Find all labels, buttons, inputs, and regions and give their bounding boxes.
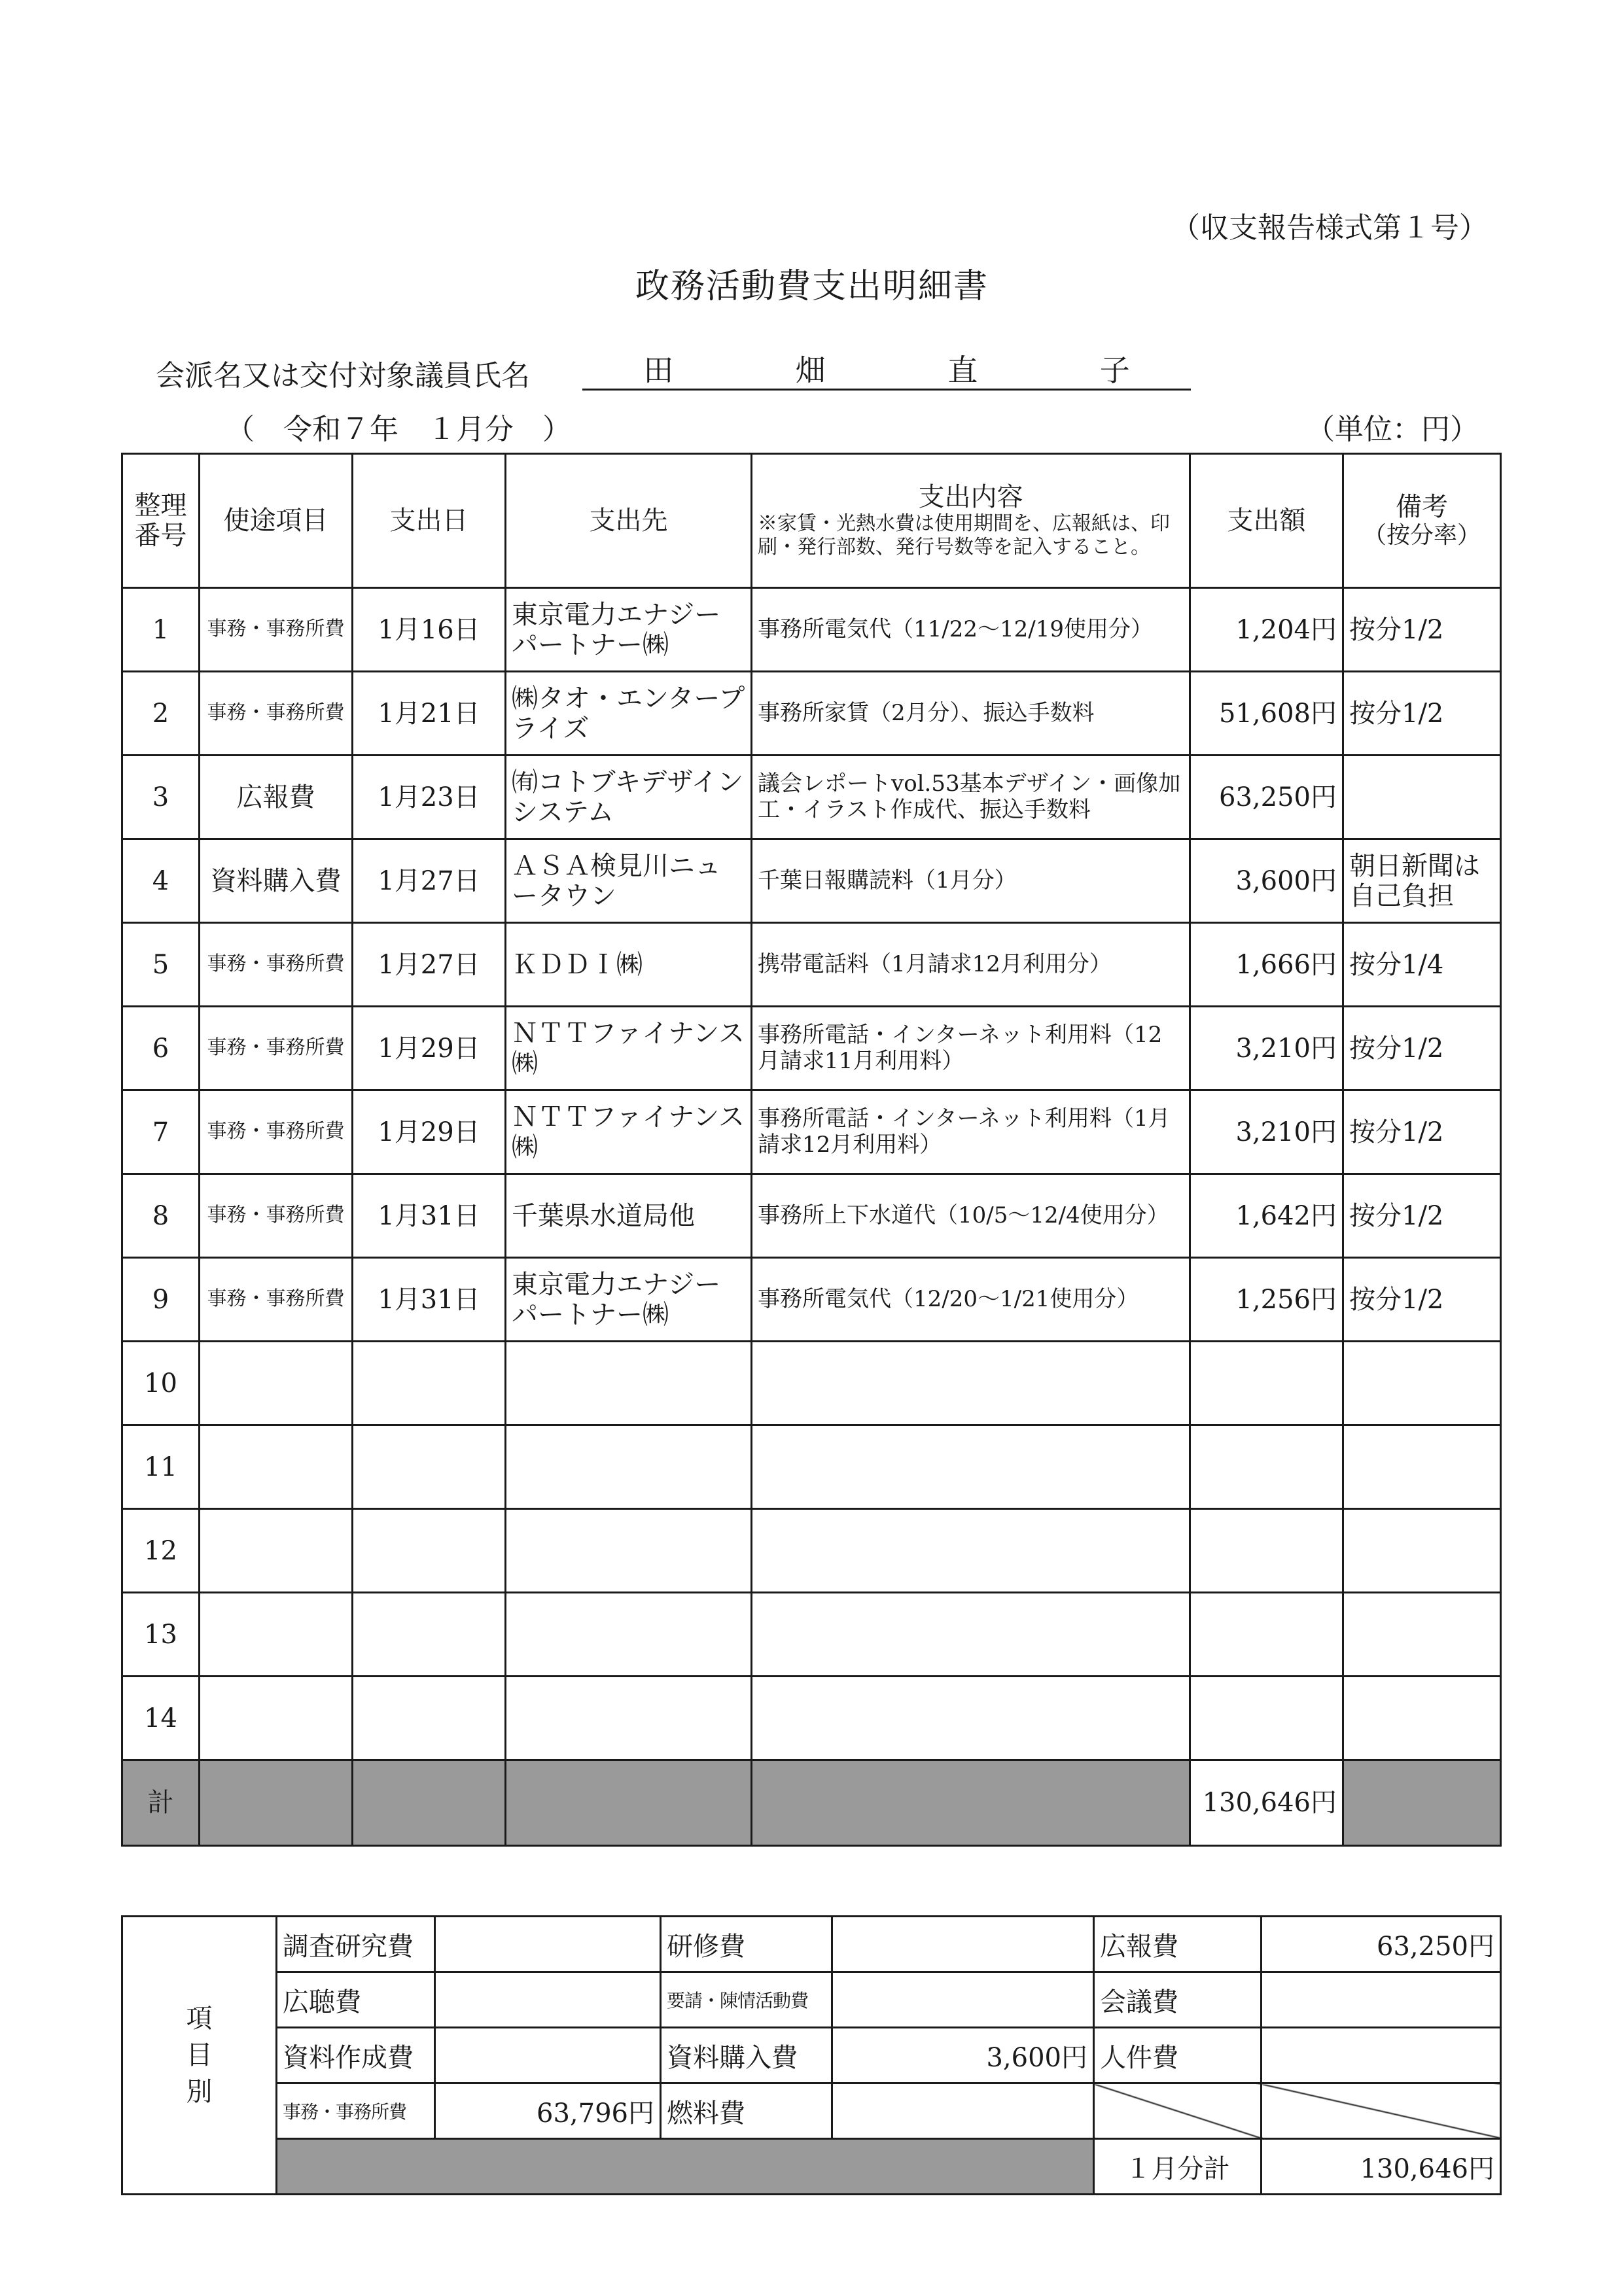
member-name-char: 畑 xyxy=(795,353,826,388)
cell-no: 7 xyxy=(122,1090,200,1174)
cell-category: 事務・事務所費 xyxy=(200,1174,353,1258)
cell-no: 3 xyxy=(122,756,200,839)
summary-petition-value xyxy=(832,1972,1094,2028)
cell-payee xyxy=(506,1342,752,1425)
cell-date xyxy=(353,1342,506,1425)
cell-payee xyxy=(506,1593,752,1677)
cell-date: 1月27日 xyxy=(353,923,506,1007)
summary-side-label xyxy=(122,1917,277,2195)
cell-amount: 3,210円 xyxy=(1190,1007,1343,1090)
cell-no: 10 xyxy=(122,1342,200,1425)
cell-date xyxy=(353,1677,506,1760)
cell-no: 4 xyxy=(122,839,200,923)
cell-remarks: 按分1/2 xyxy=(1343,1174,1501,1258)
cell-amount xyxy=(1190,1509,1343,1593)
cell-remarks xyxy=(1343,1342,1501,1425)
cell-payee: ㈱タオ・エンタープライズ xyxy=(506,672,752,756)
side-label-char: 目 xyxy=(186,2040,213,2070)
cell-remarks xyxy=(1343,1425,1501,1509)
summary-pr-value: 63,250円 xyxy=(1262,1917,1501,1972)
table-row xyxy=(122,1342,1501,1425)
cell-amount: 1,666円 xyxy=(1190,923,1343,1007)
table-row xyxy=(122,1425,1501,1509)
table-row xyxy=(122,1174,1501,1258)
cell-remarks xyxy=(1343,756,1501,839)
summary-meeting-label: 会議費 xyxy=(1094,1972,1262,2028)
cell-remarks xyxy=(1343,1593,1501,1677)
cell-amount: 1,642円 xyxy=(1190,1174,1343,1258)
summary-shaded-area xyxy=(277,2139,1094,2195)
cell-category: 広報費 xyxy=(200,756,353,839)
cell-amount: 3,210円 xyxy=(1190,1090,1343,1174)
cell-payee xyxy=(506,1677,752,1760)
table-row xyxy=(122,756,1501,839)
cell-content xyxy=(752,1509,1190,1593)
total-blank xyxy=(752,1760,1190,1846)
cell-category: 事務・事務所費 xyxy=(200,1258,353,1342)
cell-payee xyxy=(506,1509,752,1593)
cell-amount xyxy=(1190,1342,1343,1425)
cell-content: 千葉日報購読料（1月分） xyxy=(752,839,1190,923)
cell-payee xyxy=(506,1425,752,1509)
cell-no: 11 xyxy=(122,1425,200,1509)
cell-payee: ＫＤＤＩ㈱ xyxy=(506,923,752,1007)
cell-no: 1 xyxy=(122,588,200,672)
total-blank xyxy=(506,1760,752,1846)
cell-payee: ＮＴＴファイナンス㈱ xyxy=(506,1007,752,1090)
period-open: （ xyxy=(226,413,255,446)
cell-date: 1月27日 xyxy=(353,839,506,923)
cell-category: 事務・事務所費 xyxy=(200,672,353,756)
total-blank xyxy=(200,1760,353,1846)
summary-fuel-label: 燃料費 xyxy=(661,2083,832,2139)
summary-total-row xyxy=(122,2139,1501,2195)
summary-row xyxy=(122,2028,1501,2083)
total-label: 計 xyxy=(122,1760,200,1846)
cell-category: 事務・事務所費 xyxy=(200,1007,353,1090)
table-row xyxy=(122,1677,1501,1760)
cell-remarks: 按分1/2 xyxy=(1343,672,1501,756)
header-remarks-title: 備考 xyxy=(1396,492,1448,523)
summary-hearing-value xyxy=(435,1972,661,2028)
cell-category xyxy=(200,1593,353,1677)
cell-category: 資料購入費 xyxy=(200,839,353,923)
cell-amount: 3,600円 xyxy=(1190,839,1343,923)
member-label: 会派名又は交付対象議員氏名 xyxy=(156,359,530,392)
cell-payee: 東京電力エナジーパートナー㈱ xyxy=(506,588,752,672)
cell-content: 事務所電話・インターネット利用料（12月請求11月利用料） xyxy=(752,1007,1190,1090)
summary-month-total-value: 130,646円 xyxy=(1262,2139,1501,2195)
side-label-char: 別 xyxy=(186,2077,213,2107)
summary-row xyxy=(122,2083,1501,2139)
summary-personnel-label: 人件費 xyxy=(1094,2028,1262,2083)
summary-diagonal-cell xyxy=(1262,2083,1501,2139)
cell-no: 6 xyxy=(122,1007,200,1090)
summary-training-label: 研修費 xyxy=(661,1917,832,1972)
header-content xyxy=(752,454,1190,588)
total-blank xyxy=(353,1760,506,1846)
cell-amount xyxy=(1190,1425,1343,1509)
cell-amount: 63,250円 xyxy=(1190,756,1343,839)
cell-no: 12 xyxy=(122,1509,200,1593)
period-label xyxy=(226,406,571,447)
cell-date: 1月31日 xyxy=(353,1258,506,1342)
cell-content xyxy=(752,1342,1190,1425)
cell-remarks xyxy=(1343,1509,1501,1593)
member-name-char: 直 xyxy=(947,353,978,388)
category-summary-table xyxy=(121,1915,1502,2195)
summary-fuel-value xyxy=(832,2083,1094,2139)
cell-no: 9 xyxy=(122,1258,200,1342)
total-amount: 130,646円 xyxy=(1190,1760,1343,1846)
cell-content: 事務所電気代（11/22～12/19使用分） xyxy=(752,588,1190,672)
cell-payee: 東京電力エナジーパートナー㈱ xyxy=(506,1258,752,1342)
unit-label: （単位：円） xyxy=(1306,413,1479,446)
cell-amount: 1,256円 xyxy=(1190,1258,1343,1342)
summary-research-value xyxy=(435,1917,661,1972)
cell-date xyxy=(353,1593,506,1677)
header-content-title: 支出内容 xyxy=(918,482,1023,512)
header-remarks-sub: （按分率） xyxy=(1362,522,1481,549)
cell-no: 2 xyxy=(122,672,200,756)
cell-remarks: 按分1/2 xyxy=(1343,1258,1501,1342)
period-text: 令和７年 １月分 xyxy=(283,413,514,446)
cell-category: 事務・事務所費 xyxy=(200,923,353,1007)
cell-amount: 51,608円 xyxy=(1190,672,1343,756)
table-row xyxy=(122,923,1501,1007)
cell-category xyxy=(200,1425,353,1509)
cell-content: 事務所上下水道代（10/5～12/4使用分） xyxy=(752,1174,1190,1258)
cell-date: 1月31日 xyxy=(353,1174,506,1258)
expense-table xyxy=(121,453,1502,1847)
summary-petition-label: 要請・陳情活動費 xyxy=(661,1972,832,2028)
summary-row xyxy=(122,1917,1501,1972)
cell-remarks: 按分1/2 xyxy=(1343,1007,1501,1090)
cell-remarks xyxy=(1343,1677,1501,1760)
header-remarks xyxy=(1343,454,1501,588)
table-row xyxy=(122,672,1501,756)
cell-payee: 千葉県水道局他 xyxy=(506,1174,752,1258)
form-number-label: （収支報告様式第１号） xyxy=(1171,211,1488,245)
cell-payee: ＡＳＡ検見川ニュータウン xyxy=(506,839,752,923)
cell-content: 携帯電話料（1月請求12月利用分） xyxy=(752,923,1190,1007)
cell-category xyxy=(200,1342,353,1425)
page-title: 政務活動費支出明細書 xyxy=(635,267,989,306)
total-blank xyxy=(1343,1760,1501,1846)
cell-remarks: 按分1/2 xyxy=(1343,588,1501,672)
member-name xyxy=(582,347,1191,391)
summary-office-label: 事務・事務所費 xyxy=(277,2083,435,2139)
cell-content: 議会レポートvol.53基本デザイン・画像加工・イラスト作成代、振込手数料 xyxy=(752,756,1190,839)
summary-training-value xyxy=(832,1917,1094,1972)
side-label-char: 項 xyxy=(186,2004,213,2034)
cell-remarks: 朝日新聞は自己負担 xyxy=(1343,839,1501,923)
cell-no: 5 xyxy=(122,923,200,1007)
header-no-line: 番号 xyxy=(134,521,187,551)
cell-category: 事務・事務所費 xyxy=(200,1090,353,1174)
table-row xyxy=(122,1007,1501,1090)
summary-pr-label: 広報費 xyxy=(1094,1917,1262,1972)
cell-content xyxy=(752,1593,1190,1677)
cell-date xyxy=(353,1509,506,1593)
period-close: ） xyxy=(542,413,571,446)
cell-date: 1月21日 xyxy=(353,672,506,756)
table-row xyxy=(122,839,1501,923)
header-amount: 支出額 xyxy=(1190,454,1343,588)
cell-date: 1月29日 xyxy=(353,1090,506,1174)
cell-date xyxy=(353,1425,506,1509)
summary-hearing-label: 広聴費 xyxy=(277,1972,435,2028)
table-row xyxy=(122,1258,1501,1342)
cell-content xyxy=(752,1425,1190,1509)
summary-research-label: 調査研究費 xyxy=(277,1917,435,1972)
cell-content: 事務所電話・インターネット利用料（1月請求12月利用料） xyxy=(752,1090,1190,1174)
cell-content xyxy=(752,1677,1190,1760)
header-category: 使途項目 xyxy=(200,454,353,588)
summary-month-total-label: １月分計 xyxy=(1094,2139,1262,2195)
table-row xyxy=(122,588,1501,672)
summary-row xyxy=(122,1972,1501,2028)
table-row xyxy=(122,1090,1501,1174)
header-content-note: ※家賃・光熱水費は使用期間を、広報紙は、印刷・発行部数、発行号数等を記入すること。 xyxy=(758,512,1170,559)
summary-meeting-value xyxy=(1262,1972,1501,2028)
cell-no: 8 xyxy=(122,1174,200,1258)
header-payee: 支出先 xyxy=(506,454,752,588)
cell-date: 1月16日 xyxy=(353,588,506,672)
summary-office-value: 63,796円 xyxy=(435,2083,661,2139)
summary-docs-value xyxy=(435,2028,661,2083)
cell-content: 事務所電気代（12/20～1/21使用分） xyxy=(752,1258,1190,1342)
header-date: 支出日 xyxy=(353,454,506,588)
cell-payee: ＮＴＴファイナンス㈱ xyxy=(506,1090,752,1174)
member-name-char: 田 xyxy=(643,353,674,388)
cell-remarks: 按分1/2 xyxy=(1343,1090,1501,1174)
cell-amount: 1,204円 xyxy=(1190,588,1343,672)
cell-no: 13 xyxy=(122,1593,200,1677)
summary-purchase-label: 資料購入費 xyxy=(661,2028,832,2083)
cell-category xyxy=(200,1509,353,1593)
total-row xyxy=(122,1760,1501,1846)
cell-payee: ㈲コトブキデザインシステム xyxy=(506,756,752,839)
table-row xyxy=(122,1509,1501,1593)
table-header-row xyxy=(122,454,1501,588)
member-name-char: 子 xyxy=(1099,353,1130,388)
header-no-line: 整理 xyxy=(134,491,187,521)
summary-purchase-value: 3,600円 xyxy=(832,2028,1094,2083)
cell-remarks: 按分1/4 xyxy=(1343,923,1501,1007)
cell-date: 1月23日 xyxy=(353,756,506,839)
cell-category: 事務・事務所費 xyxy=(200,588,353,672)
header-no xyxy=(122,454,200,588)
cell-amount xyxy=(1190,1593,1343,1677)
summary-diagonal-cell xyxy=(1094,2083,1262,2139)
summary-docs-label: 資料作成費 xyxy=(277,2028,435,2083)
cell-content: 事務所家賃（2月分）、振込手数料 xyxy=(752,672,1190,756)
cell-amount xyxy=(1190,1677,1343,1760)
table-row xyxy=(122,1593,1501,1677)
cell-category xyxy=(200,1677,353,1760)
cell-date: 1月29日 xyxy=(353,1007,506,1090)
cell-no: 14 xyxy=(122,1677,200,1760)
summary-personnel-value xyxy=(1262,2028,1501,2083)
